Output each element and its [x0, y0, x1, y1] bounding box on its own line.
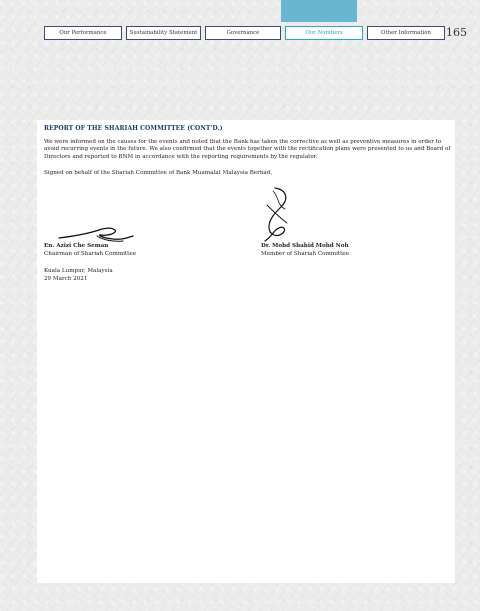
report-paragraph-2: Signed on behalf of the Shariah Committee of Bank Muamalat Malaysia Berhad, [44, 170, 273, 176]
member-role: Member of Shariah Committee [261, 250, 350, 257]
member-signature-block [261, 243, 349, 258]
tab-sustainability-statement[interactable]: Sustainability Statement [126, 26, 201, 40]
chairman-signature [57, 221, 137, 245]
date: 29 March 2021 [44, 275, 88, 282]
chairman-role: Chairman of Shariah Committee [44, 250, 137, 257]
section-nav [44, 26, 449, 40]
report-panel [37, 120, 455, 583]
chairman-signature-block [44, 243, 136, 258]
place-and-date [44, 268, 113, 283]
active-section-marker [281, 0, 357, 22]
member-name: Dr. Mohd Shahid Mohd Noh [261, 243, 349, 249]
tab-other-information[interactable]: Other Information [367, 26, 445, 40]
tab-our-numbers[interactable]: Our Numbers [285, 26, 363, 40]
place: Kuala Lumpur, Malaysia [44, 268, 113, 274]
member-signature [259, 185, 299, 245]
page-number: 165 [446, 26, 467, 39]
chairman-name: En. Azizi Che Seman [44, 243, 109, 249]
tab-governance[interactable]: Governance [205, 26, 281, 40]
tab-our-performance[interactable]: Our Performance [44, 26, 122, 40]
report-paragraph-1: We were informed on the causes for the events and noted that the Bank has taken the corrective as well as preventive measures in order to avoid recurring events in the future. We also confirmed that the events together with the rectification plans were presented to us and Board of Directors and reported to BNM in accordance with the reporting requirements by the regulator. [44, 139, 451, 160]
report-heading: REPORT OF THE SHARIAH COMMITTEE (CONT'D.) [44, 125, 223, 132]
